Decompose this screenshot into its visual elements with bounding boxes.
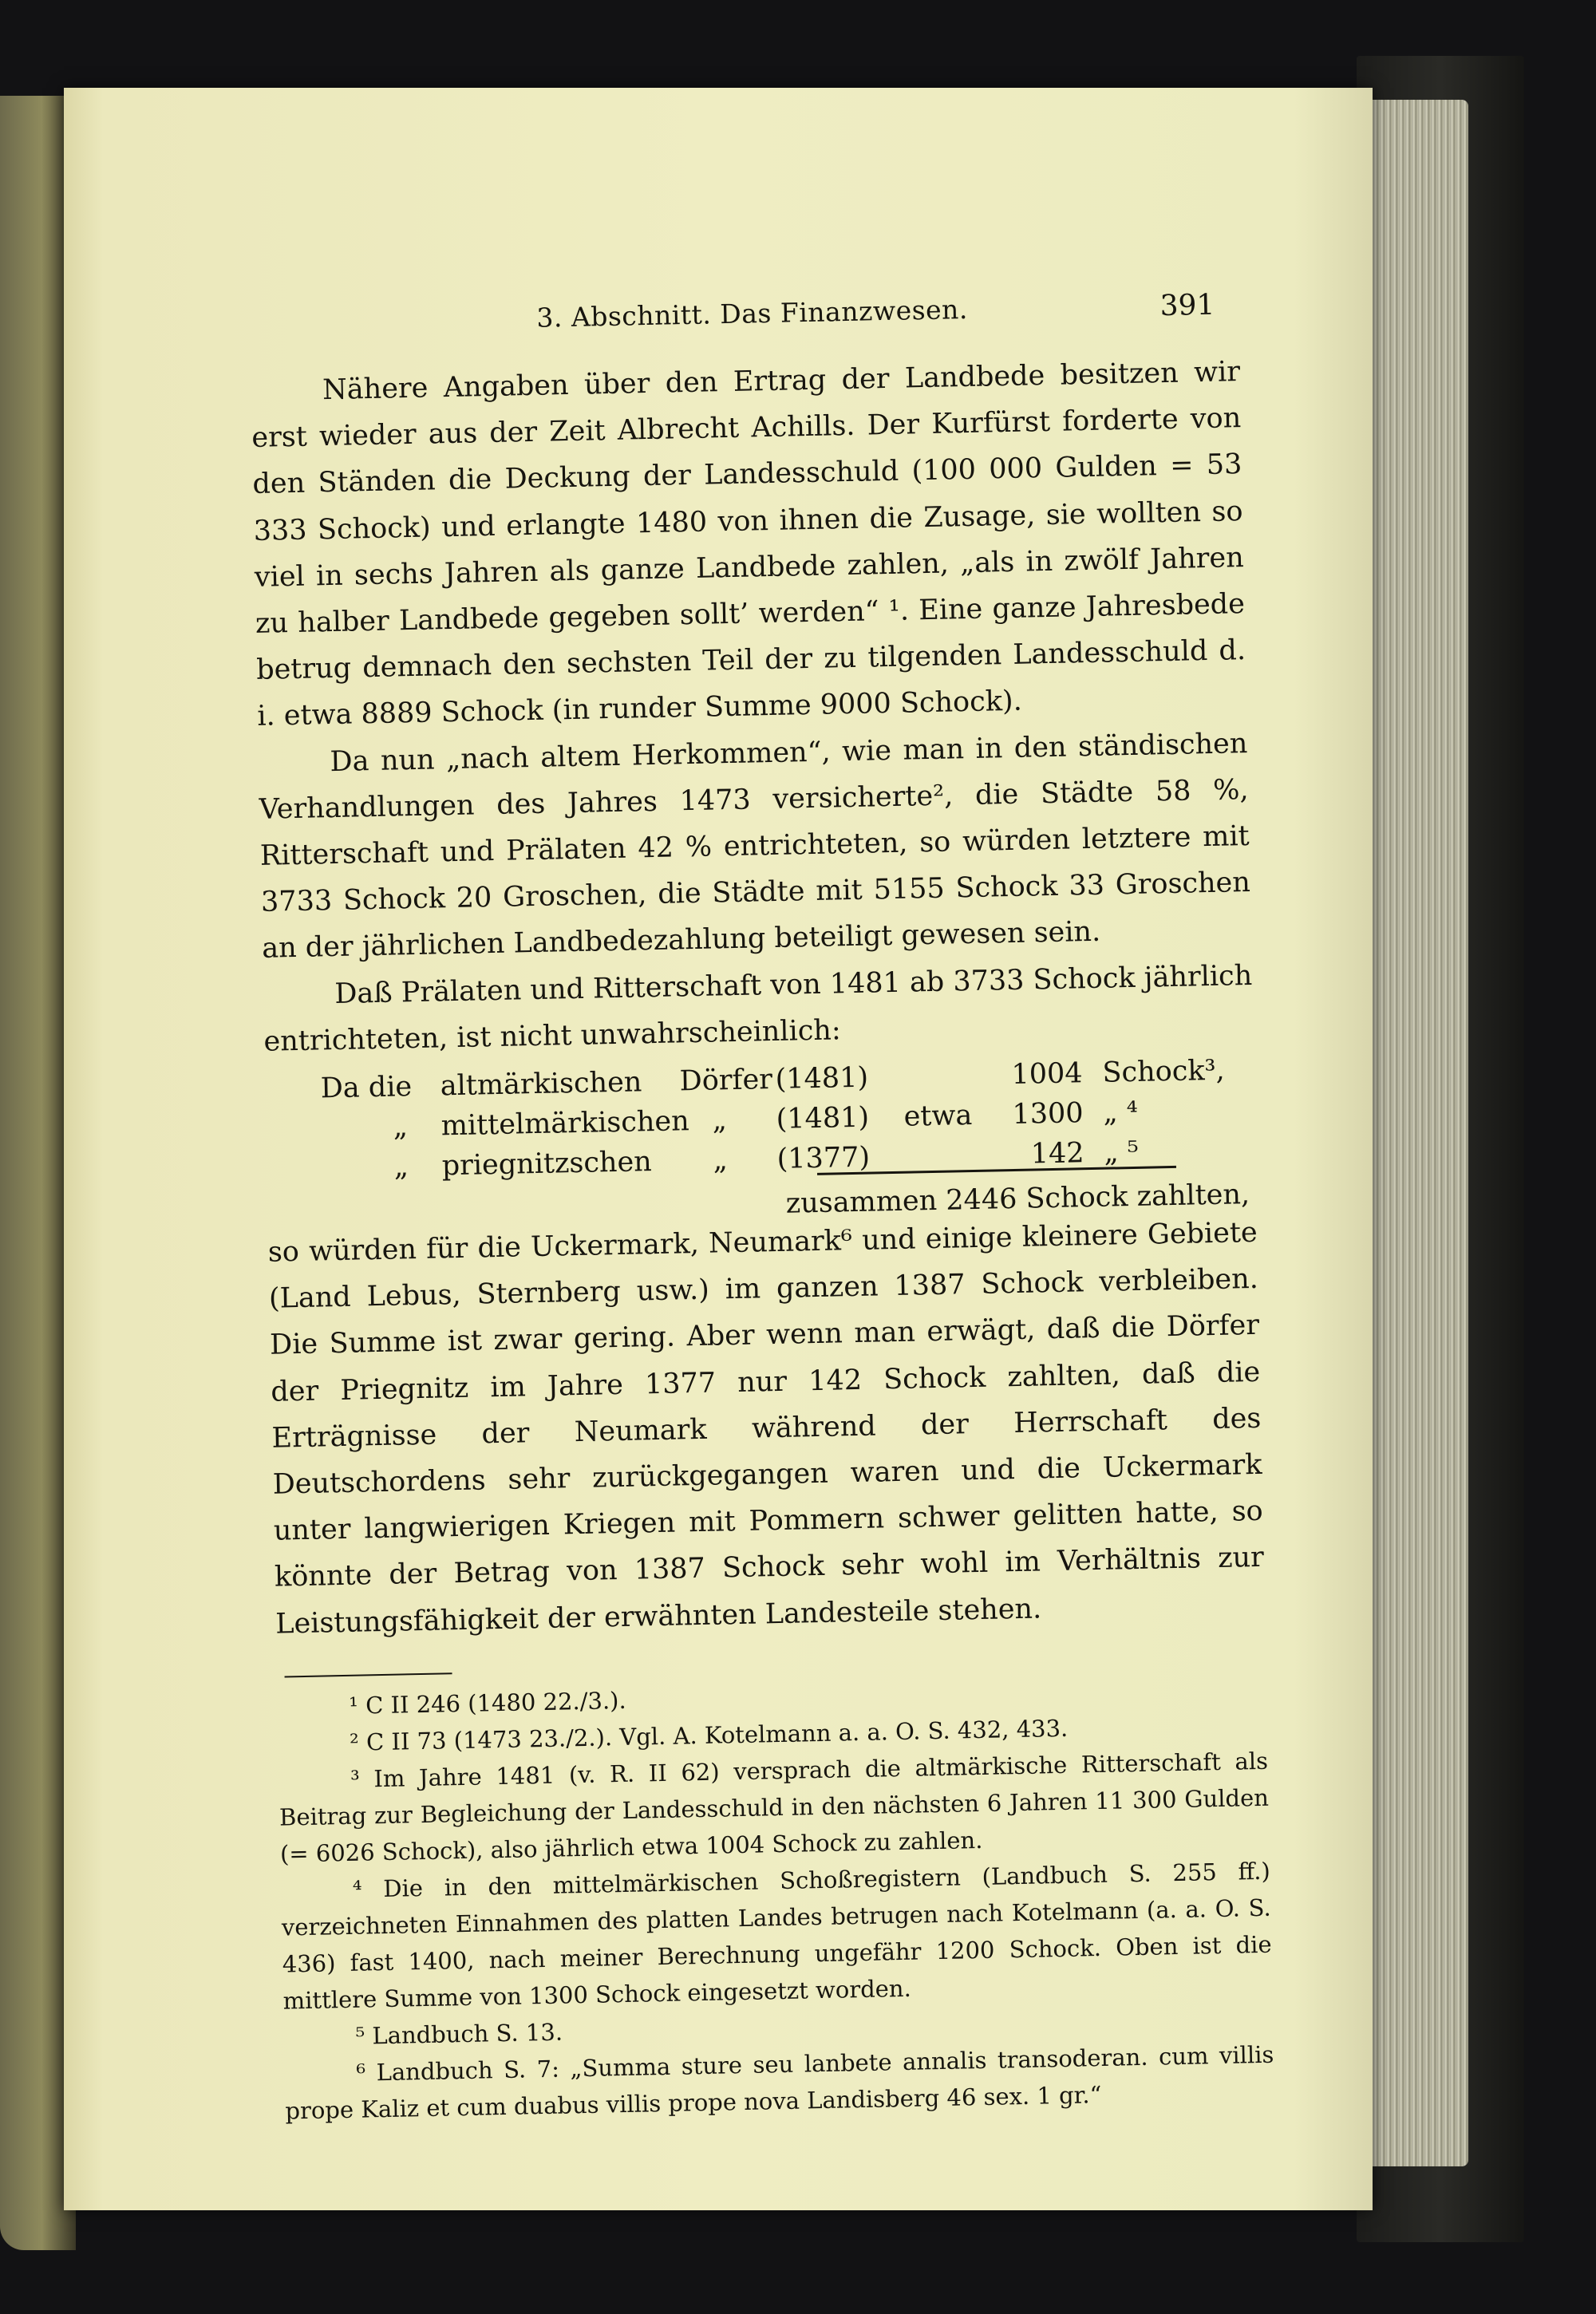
footnote-rule: [285, 1672, 452, 1677]
book-page: [64, 88, 1373, 2210]
calc-year: (1377): [776, 1141, 871, 1175]
calc-year: (1481): [775, 1061, 869, 1096]
page-content: [249, 283, 1275, 2129]
calc-unit: „ ⁵: [1104, 1135, 1140, 1169]
footnote-5: ⁵ Landbuch S. 13.: [355, 2018, 563, 2050]
footnote-2: ² C II 73 (1473 23./2.). Vgl. A. Kotelmann a. a. O. S. 432, 433.: [349, 1714, 1069, 1756]
calc-kind: altmärkischen: [440, 1066, 642, 1103]
calc-prefix: „: [393, 1111, 409, 1143]
calc-year: (1481): [776, 1101, 870, 1135]
footnote-1: ¹ C II 246 (1480 22./3.).: [348, 1686, 626, 1720]
footnotes: [277, 1669, 1275, 2130]
running-head: [249, 283, 1239, 351]
calc-unit: Schock³,: [1102, 1054, 1226, 1089]
paragraph-1: Nähere Angaben über den Ertrag der Landbede besitzen wir erst wieder aus der Zeit Albrecht Achills. Der Kurfürst forderte von den Ständen die Deckung der Landesschuld (100 000 Gulden = 53 333 Schock) und erlangte 1480 von ihnen die Zusage, sie wollten so viel in sechs Jahren als ganze Landbede zahlen, „als in zwölf Jahren zu halber Landbede gegeben sollt’ werden“ ¹. Eine ganze Jahresbede betrug demnach den sechsten Teil der zu tilgenden Landesschuld d. i. etwa 8889 Schock (in runder Summe 9000 Schock).: [251, 356, 1246, 733]
calc-kind: mittelmärkischen: [440, 1105, 690, 1143]
calc-row: [264, 1054, 1226, 1107]
paragraph-2: Da nun „nach altem Herkommen“, wie man in den ständischen Verhandlungen des Jahres 1473 versicherte², die Städte 58 %, Ritterschaft und Prälaten 42 % entrichteten, so würden letztere mit 3733 Schock 20 Groschen, die Städte mit 5155 Schock 33 Groschen an der jährlichen Landbedezahlung beteiligt gewesen sein.: [259, 727, 1251, 965]
footnote-3: ³ Im Jahre 1481 (v. R. II 62) versprach die altmärkische Ritterschaft als Beitrag zur Begleichung der Landesschuld in den nächsten 6 Jahren 11 300 Gulden (= 6026 Schock), also jährlich etwa 1004 Schock zu zahlen.: [279, 1747, 1270, 1868]
footnote-4: ⁴ Die in den mittelmärkischen Schoßregistern (Landbuch S. 255 ff.) verzeichneten Einnahmen des platten Landes betrugen nach Kotelmann (a. a. O. S. 436) fast 1400, nach meiner Berechnung ungefähr 1200 Schock. Oben ist die mittlere Summe von 1300 Schock eingesetzt worden.: [281, 1857, 1272, 2015]
calc-prefix: Da die: [320, 1071, 413, 1105]
calc-dorf: „: [713, 1144, 729, 1177]
calc-dorf: Dörfer: [679, 1064, 773, 1098]
calc-kind: priegnitzschen: [441, 1146, 653, 1183]
paragraph-3: Daß Prälaten und Ritterschaft von 1481 ab 3733 Schock jährlich entrichteten, ist nicht unwahrscheinlich:: [263, 959, 1253, 1058]
calc-prefix: „: [393, 1151, 409, 1183]
calc-dorf: „: [712, 1104, 728, 1137]
calc-unit: „ ⁴: [1103, 1096, 1139, 1129]
village-tax-calculation: [264, 1045, 1257, 1230]
calc-row: [265, 1096, 1139, 1147]
calc-amount: 1300: [1012, 1097, 1084, 1131]
calc-sum: zusammen 2446 Schock zahlten,: [785, 1179, 1250, 1220]
calc-etwa: etwa: [903, 1100, 973, 1133]
calc-row: [266, 1135, 1140, 1187]
calc-amount: 142: [1030, 1137, 1084, 1171]
chapter-title: 3. Abschnitt. Das Finanzwesen.: [536, 293, 969, 334]
calc-amount: 1004: [1011, 1057, 1083, 1092]
footnote-6: ⁶ Landbuch S. 7: „Summa sture seu lanbete annalis transoderan. cum villis prope Kaliz et cum duabus villis prope nova Landisberg 46 sex. 1 gr.“: [285, 2040, 1274, 2125]
main-text: [251, 349, 1266, 1647]
page-number: 391: [1159, 288, 1215, 323]
page-block-edge: [1361, 100, 1468, 2166]
paragraph-4: so würden für die Uckermark, Neumark⁶ und einige kleinere Gebiete (Land Lebus, Sternberg usw.) im ganzen 1387 Schock verbleiben. Die Summe ist zwar gering. Aber wenn man erwägt, daß die Dörfer der Priegnitz im Jahre 1377 nur 142 Schock zahlten, daß die Erträgnisse der Neumark während der Herrschaft des Deutschordens sehr zurückgegangen waren und die Uckermark unter langwierigen Kriegen mit Pommern schwer gelitten hatte, so könnte der Betrag von 1387 Schock sehr wohl im Verhältnis zur Leistungsfähigkeit der erwähnten Landesteile stehen.: [267, 1216, 1265, 1641]
